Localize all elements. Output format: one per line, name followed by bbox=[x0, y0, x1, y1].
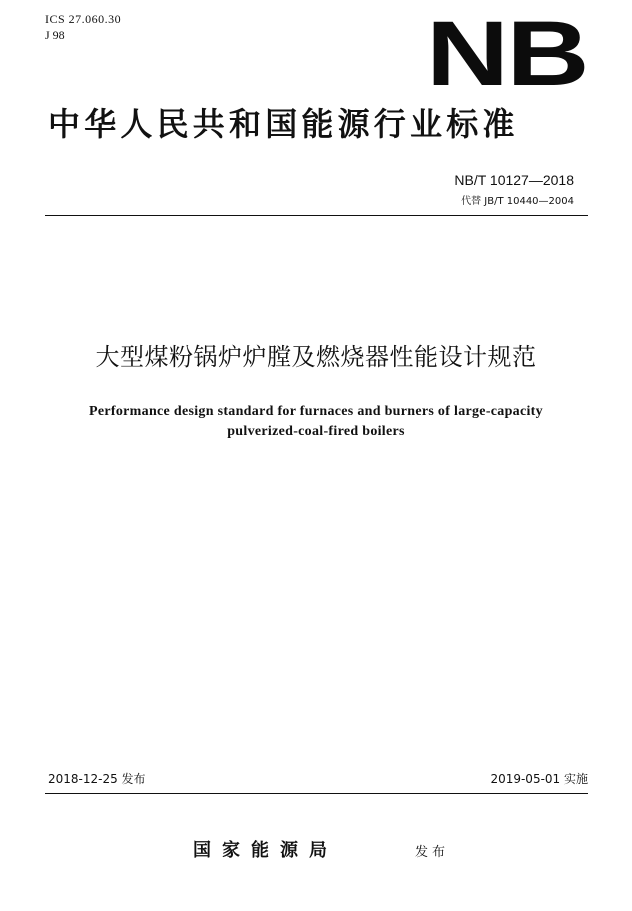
chinese-title: 大型煤粉锅炉炉膛及燃烧器性能设计规范 bbox=[95, 343, 537, 371]
top-divider bbox=[45, 215, 588, 216]
english-title bbox=[0, 402, 632, 442]
classification-code: J 98 bbox=[45, 28, 65, 42]
organization-title: 中华人民共和国能源行业标准 bbox=[48, 105, 519, 143]
replaces-standard: 代替 JB/T 10440—2004 bbox=[461, 196, 574, 207]
implementation-date: 2019-05-01 实施 bbox=[490, 772, 588, 786]
standard-number: NB/T 10127—2018 bbox=[454, 172, 574, 188]
publish-label: 发布 bbox=[415, 845, 450, 860]
issuer-name: 国家能源局 bbox=[193, 840, 338, 861]
english-title-line-2: pulverized-coal-fired boilers bbox=[227, 424, 405, 439]
nb-logo: NB bbox=[426, 3, 588, 105]
issue-date: 2018-12-25 发布 bbox=[48, 772, 146, 786]
english-title-line-1: Performance design standard for furnaces and burners of large-capacity bbox=[89, 404, 543, 419]
bottom-divider bbox=[45, 793, 588, 794]
ics-code: ICS 27.060.30 bbox=[45, 12, 122, 26]
